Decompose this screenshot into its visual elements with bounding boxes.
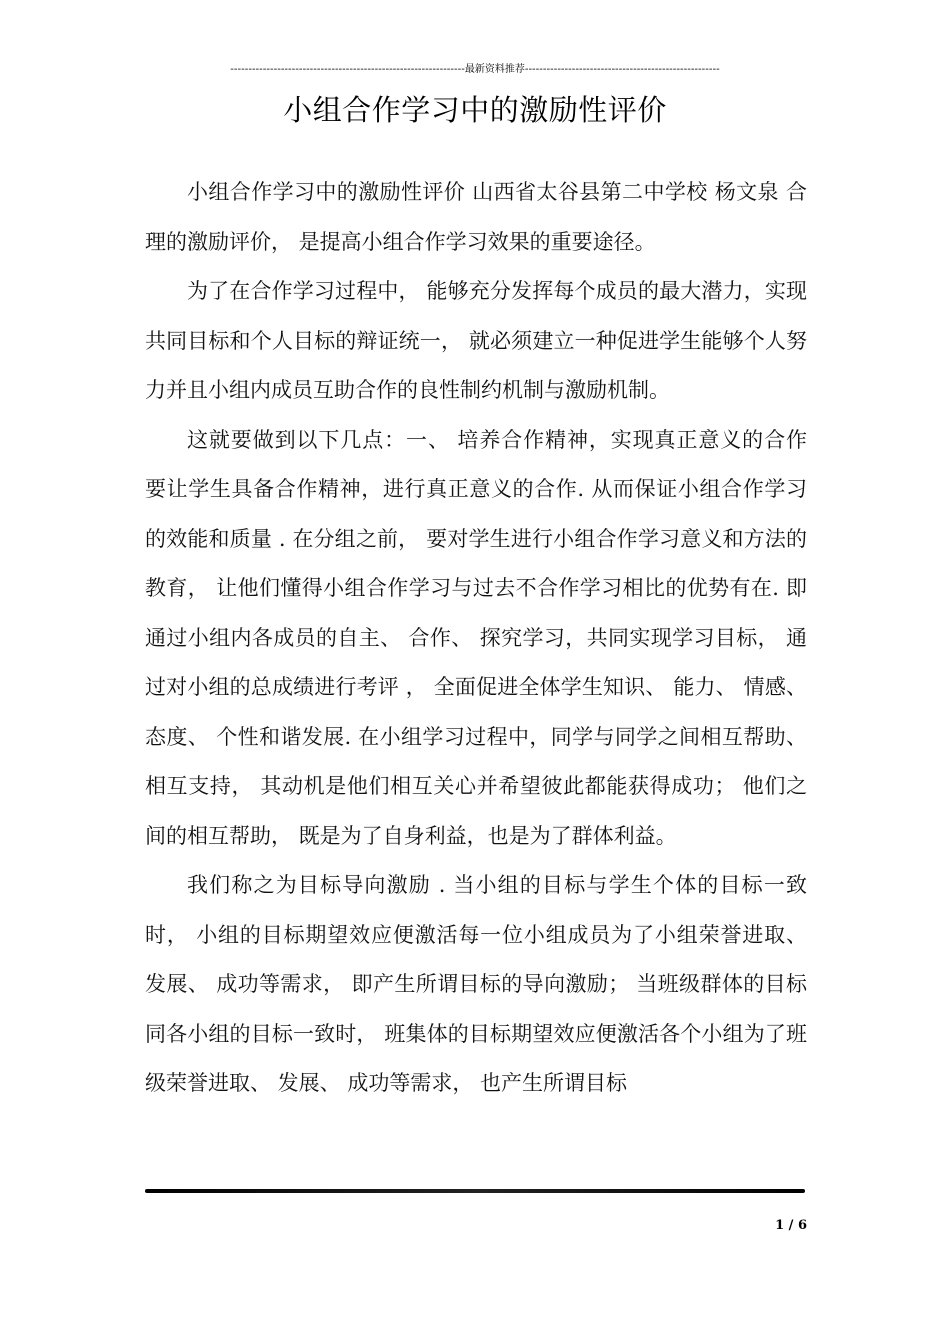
- paragraph: 我们称之为目标导向激励 . 当小组的目标与学生个体的目标一致时， 小组的目标期望效应便激活每一位小组成员为了小组荣誉进取、 发展、 成功等需求， 即产生所谓目标的导向激励； 当班级群体的目标同各小组的目标一致时， 班集体的目标期望效应便激活各个小组为了班级荣誉进取、 发展、 成功等需求， 也产生所谓目标: [145, 873, 807, 1095]
- page-number: 1 / 6: [775, 1218, 807, 1233]
- page-header: -----------------------------------------------------------------最新资料推荐------------------------------------------------------: [230, 64, 720, 75]
- document-title: 小组合作学习中的激励性评价: [283, 93, 667, 127]
- paragraph: 小组合作学习中的激励性评价 山西省太谷县第二中学校 杨文泉 合理的激励评价， 是提高小组合作学习效果的重要途径。: [145, 180, 807, 254]
- footer-divider: [145, 1189, 805, 1193]
- paragraph: 这就要做到以下几点：一、 培养合作精神，实现真正意义的合作 要让学生具备合作精神，进行真正意义的合作. 从而保证小组合作学习的效能和质量 . 在分组之前， 要对学生进行小组合作学习意义和方法的教育， 让他们懂得小组合作学习与过去不合作学习相比的优势有在. 即通过小组内各成员的自主、 合作、 探究学习，共同实现学习目标， 通过对小组的总成绩进行考评 ， 全面促进全体学生知识、 能力、 情感、 态度、 个性和谐发展. 在小组学习过程中，同学与同学之间相互帮助、 相互支持， 其动机是他们相互关心并希望彼此都能获得成功； 他们之间的相互帮助， 既是为了自身利益，也是为了群体利益。: [145, 427, 807, 848]
- document-body: [145, 168, 807, 1109]
- paragraph: 为了在合作学习过程中， 能够充分发挥每个成员的最大潜力，实现共同目标和个人目标的辩证统一， 就必须建立一种促进学生能够个人努力并且小组内成员互助合作的良性制约机制与激励机制。: [145, 279, 807, 402]
